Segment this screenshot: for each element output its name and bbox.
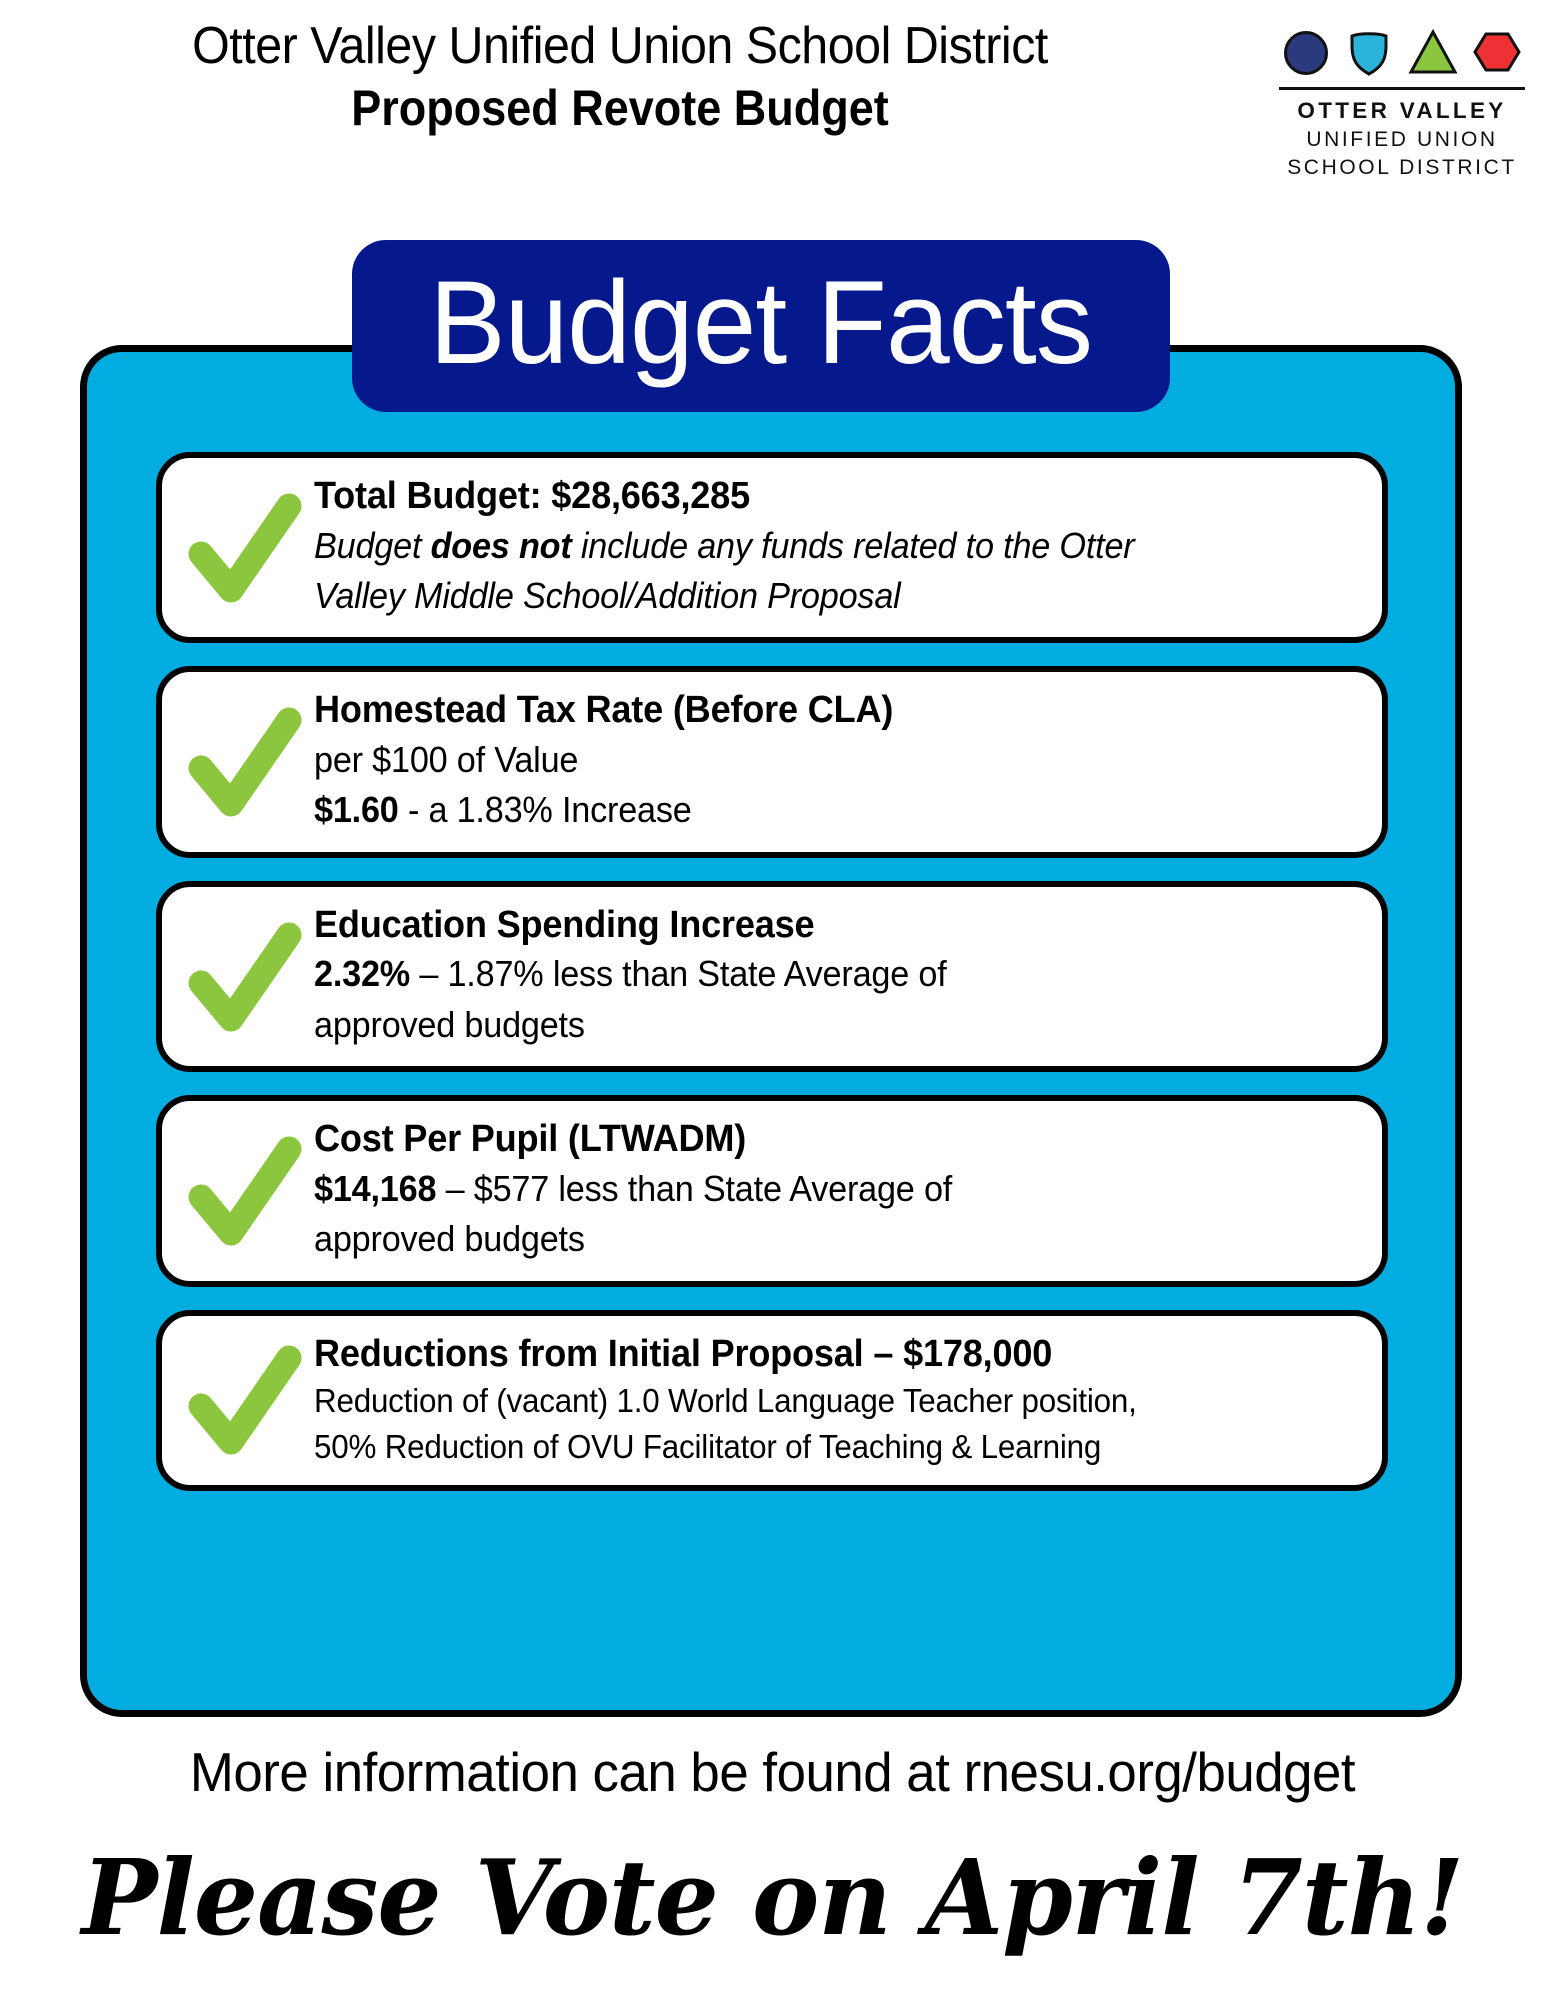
green-check-icon <box>181 486 307 612</box>
fact-segment-education-spending-increase-1-0: approved budgets <box>314 1003 585 1045</box>
triangle-shape <box>1408 26 1458 76</box>
fact-title-reductions-from-initial-proposal: Reductions from Initial Proposal – $178,000 <box>314 1332 1053 1375</box>
logo-shape-row <box>1277 26 1527 76</box>
budget-facts-badge <box>352 240 1170 412</box>
fact-card-list <box>156 452 1388 1514</box>
shield-shape <box>1344 26 1394 76</box>
checkmark-education-spending-increase <box>178 911 310 1041</box>
fact-line-education-spending-increase-1 <box>314 1000 1304 1050</box>
logo-line-unified-union: UNIFIED UNION <box>1306 127 1498 151</box>
fact-line-homestead-tax-rate-0 <box>314 735 1304 785</box>
fact-segment-homestead-tax-rate-0-0: per $100 of Value <box>314 739 579 781</box>
fact-card-homestead-tax-rate <box>156 666 1388 857</box>
checkmark-homestead-tax-rate <box>178 696 310 826</box>
fact-line-cost-per-pupil-1 <box>314 1214 1304 1264</box>
fact-card-reductions-from-initial-proposal <box>156 1310 1388 1492</box>
fact-segment-education-spending-increase-0-1: – 1.87% less than State Average of <box>410 953 947 995</box>
district-title: Otter Valley Unified Union School District <box>192 17 1048 75</box>
hexagon-shape <box>1471 26 1523 76</box>
green-check-icon <box>181 1129 307 1255</box>
district-logo <box>1277 26 1527 181</box>
green-check-icon <box>181 915 307 1041</box>
fact-card-cost-per-pupil <box>156 1095 1388 1286</box>
logo-divider <box>1279 87 1525 90</box>
fact-line-cost-per-pupil-0 <box>314 1164 1304 1214</box>
fact-card-total-budget <box>156 452 1388 643</box>
fact-body-homestead-tax-rate <box>310 686 1356 835</box>
fact-segment-cost-per-pupil-0-1: – $577 less than State Average of <box>436 1167 953 1209</box>
logo-wordmark <box>1277 97 1527 181</box>
page-header <box>0 0 1545 210</box>
fact-segment-total-budget-0-2: include any funds related to the Otter <box>571 524 1135 566</box>
fact-segment-homestead-tax-rate-1-1: - a 1.83% Increase <box>398 789 692 831</box>
fact-body-total-budget <box>310 472 1356 621</box>
fact-segment-cost-per-pupil-0-0: $14,168 <box>314 1167 437 1209</box>
fact-line-total-budget-0 <box>314 521 1304 571</box>
checkmark-total-budget <box>178 482 310 612</box>
checkmark-reductions-from-initial-proposal <box>178 1334 310 1464</box>
green-check-icon <box>181 700 307 826</box>
fact-body-education-spending-increase <box>310 901 1356 1050</box>
fact-body-reductions-from-initial-proposal <box>310 1330 1356 1470</box>
checkmark-cost-per-pupil <box>178 1125 310 1255</box>
budget-facts-badge-label: Budget Facts <box>429 257 1093 389</box>
logo-line-otter-valley: OTTER VALLEY <box>1297 98 1507 123</box>
fact-segment-education-spending-increase-0-0: 2.32% <box>314 953 411 995</box>
fact-card-education-spending-increase <box>156 881 1388 1072</box>
fact-title-homestead-tax-rate: Homestead Tax Rate (Before CLA) <box>314 689 894 732</box>
title-block <box>30 18 1210 140</box>
green-check-icon <box>181 1338 307 1464</box>
fact-line-education-spending-increase-0 <box>314 949 1304 999</box>
fact-line-reductions-from-initial-proposal-1 <box>314 1424 1304 1470</box>
fact-title-cost-per-pupil: Cost Per Pupil (LTWADM) <box>314 1118 747 1161</box>
fact-segment-cost-per-pupil-1-0: approved budgets <box>314 1218 585 1260</box>
fact-segment-total-budget-1-0: Valley Middle School/Addition Proposal <box>314 575 901 617</box>
logo-line-school-district: SCHOOL DISTRICT <box>1287 155 1517 179</box>
fact-body-cost-per-pupil <box>310 1115 1356 1264</box>
fact-segment-reductions-from-initial-proposal-1-0: 50% Reduction of OVU Facilitator of Teaching & Learning <box>314 1427 1102 1465</box>
fact-title-total-budget: Total Budget: $28,663,285 <box>314 475 750 517</box>
fact-line-reductions-from-initial-proposal-0 <box>314 1378 1304 1424</box>
vote-call-to-action: Please Vote on April 7th! <box>81 1836 1464 1959</box>
fact-line-total-budget-1 <box>314 571 1304 621</box>
fact-segment-reductions-from-initial-proposal-0-0: Reduction of (vacant) 1.0 World Language Teacher position, <box>314 1382 1137 1420</box>
fact-line-homestead-tax-rate-1 <box>314 785 1304 835</box>
fact-title-education-spending-increase: Education Spending Increase <box>314 903 815 946</box>
fact-segment-total-budget-0-0: Budget <box>314 524 431 566</box>
circle-shape <box>1281 26 1331 76</box>
fact-segment-total-budget-0-1: does not <box>430 524 572 566</box>
page-subtitle: Proposed Revote Budget <box>351 80 889 137</box>
more-information-text: More information can be found at rnesu.org/budget <box>189 1741 1356 1803</box>
fact-segment-homestead-tax-rate-1-0: $1.60 <box>314 789 399 831</box>
